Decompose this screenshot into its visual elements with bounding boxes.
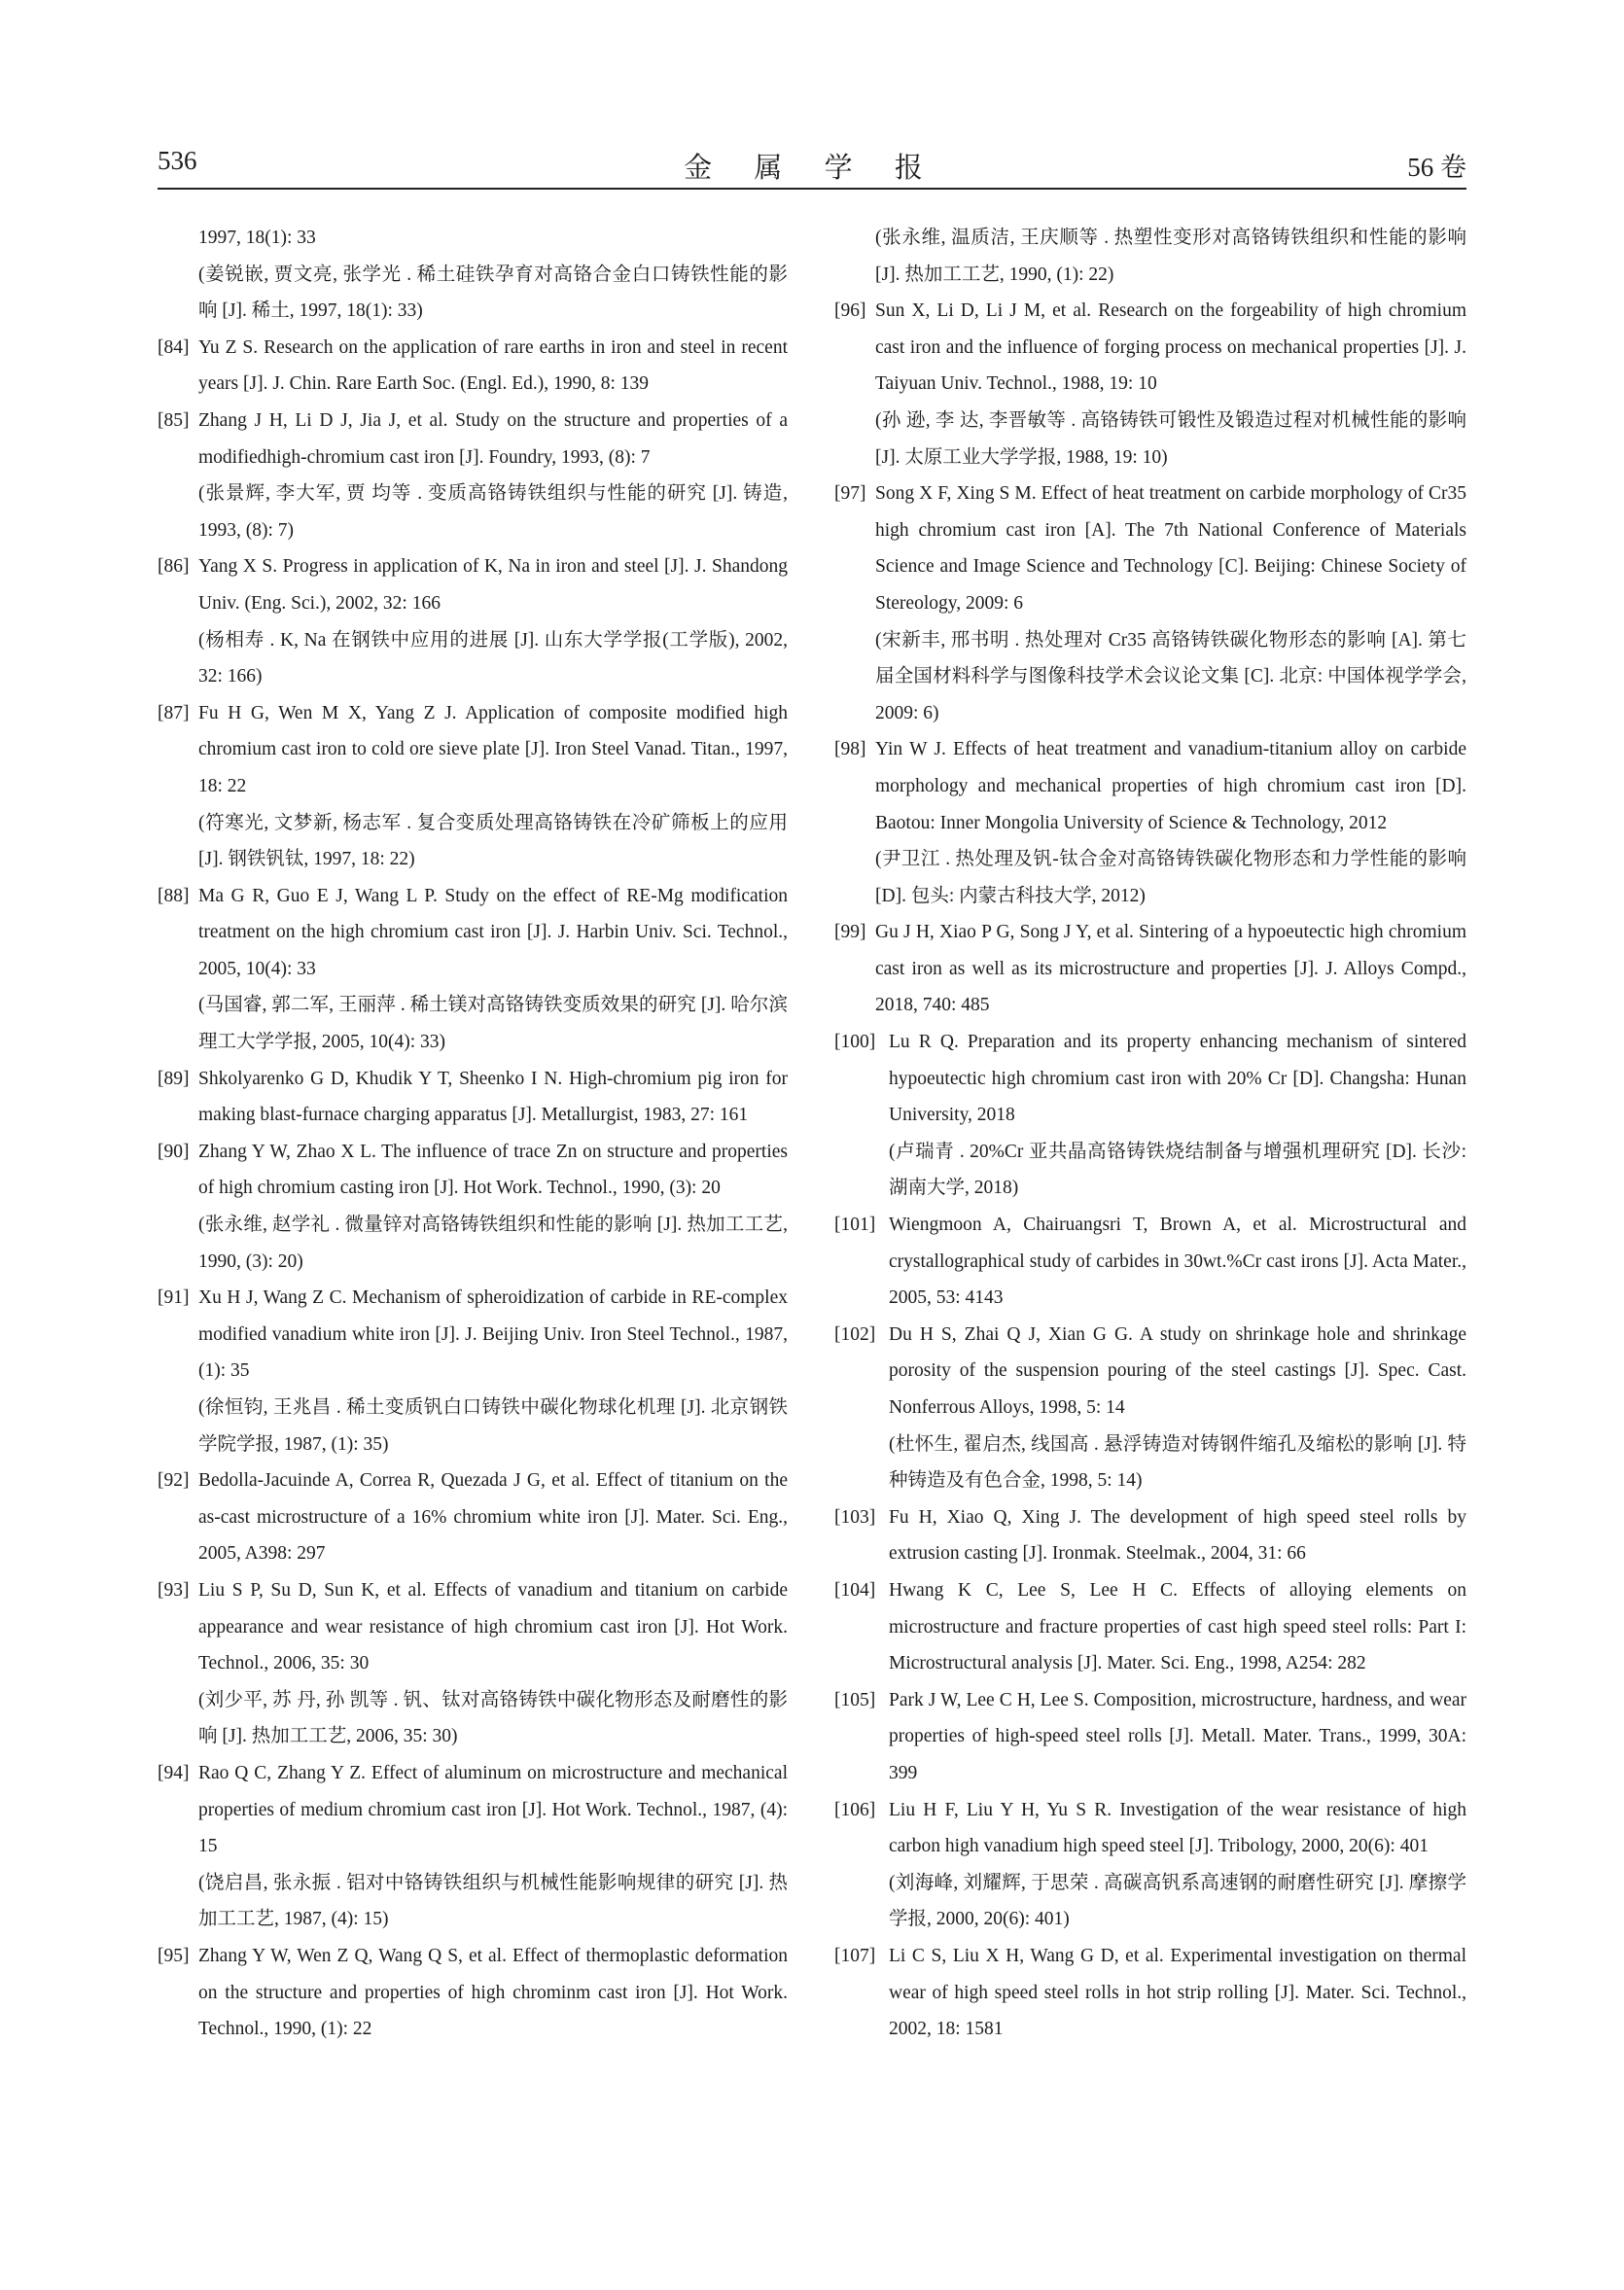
reference-number: [88] [158, 885, 190, 906]
reference-item [834, 914, 1466, 1024]
reference-item [158, 1462, 788, 1572]
reference-text: Yin W J. Effects of heat treatment and vanadium-titanium alloy on carbide morphology and mechanical properties of high chromium cast iron [D]. Baotou: Inner Mongolia University of Science & Technology, 2012 [875, 739, 1466, 833]
reference-text-chinese: (张永维, 温质洁, 王庆顺等 . 热塑性变形对高铬铸铁组织和性能的影响 [J]. 热加工工艺, 1990, (1): 22) [875, 228, 1466, 285]
reference-number: [94] [158, 1762, 190, 1783]
reference-text-chinese: (马国睿, 郭二军, 王丽萍 . 稀土镁对高铬铸铁变质效果的研究 [J]. 哈尔滨理工大学学报, 2005, 10(4): 33) [198, 995, 788, 1053]
reference-text-chinese: (徐恒钧, 王兆昌 . 稀土变质钒白口铸铁中碳化物球化机理 [J]. 北京钢铁学院学报, 1987, (1): 35) [198, 1397, 788, 1455]
reference-item [834, 731, 1466, 914]
reference-text: Song X F, Xing S M. Effect of heat treatment on carbide morphology of Cr35 high chromium cast iron [A]. The 7th National Conference of Materials Science and Image Science and Technology [C]. Beijing: Chinese Society of Stereology, 2009: 6 [875, 483, 1466, 614]
reference-text-chinese: (宋新丰, 邢书明 . 热处理对 Cr35 高铬铸铁碳化物形态的影响 [A]. 第七届全国材料科学与图像科技学术会议论文集 [C]. 北京: 中国体视学学会, 2009: 6) [875, 629, 1466, 723]
reference-number: [85] [158, 409, 190, 431]
reference-text: Shkolyarenko G D, Khudik Y T, Sheenko I N. High-chromium pig iron for making blast-furnace charging apparatus [J]. Metallurgist, 1983, 27: 161 [198, 1068, 788, 1126]
reference-item [834, 1938, 1466, 2048]
reference-item [158, 1938, 788, 2048]
reference-item [834, 1207, 1466, 1317]
reference-item [158, 330, 788, 403]
reference-text: Xu H J, Wang Z C. Mechanism of spheroidization of carbide in RE-complex modified vanadium white iron [J]. J. Beijing Univ. Iron Steel Technol., 1987, (1): 35 [198, 1287, 788, 1382]
reference-item [834, 476, 1466, 731]
reference-number: [100] [834, 1032, 876, 1053]
reference-number: [90] [158, 1141, 190, 1162]
reference-number: [87] [158, 702, 190, 723]
reference-text-chinese: (符寒光, 文梦新, 杨志军 . 复合变质处理高铬铸铁在冷矿筛板上的应用 [J]. 钢铁钒钛, 1997, 18: 22) [198, 812, 788, 870]
right-column [834, 220, 1466, 2048]
reference-number: [102] [834, 1323, 876, 1345]
reference-item [158, 403, 788, 548]
reference-number: [91] [158, 1287, 190, 1309]
reference-text: Yang X S. Progress in application of K, Na in iron and steel [J]. J. Shandong Univ. (Eng. Sci.), 2002, 32: 166 [198, 556, 788, 614]
reference-item [834, 1682, 1466, 1792]
reference-text: Lu R Q. Preparation and its property enhancing mechanism of sintered hypoeutectic high chromium cast iron with 20% Cr [D]. Changsha: Hunan University, 2018 [889, 1032, 1466, 1126]
reference-item [834, 1499, 1466, 1572]
reference-text: Fu H G, Wen M X, Yang Z J. Application of composite modified high chromium cast iron to cold ore sieve plate [J]. Iron Steel Vanad. Titan., 1997, 18: 22 [198, 702, 788, 796]
reference-text: Liu H F, Liu Y H, Yu S R. Investigation of the wear resistance of high carbon high vanadium high speed steel [J]. Tribology, 2000, 20(6): 401 [889, 1799, 1466, 1857]
reference-item [834, 1317, 1466, 1499]
reference-number: [95] [158, 1945, 190, 1966]
reference-text-chinese: (刘海峰, 刘耀辉, 于思荣 . 高碳高钒系高速钢的耐磨性研究 [J]. 摩擦学学报, 2000, 20(6): 401) [889, 1872, 1466, 1930]
reference-text: 1997, 18(1): 33 [198, 228, 316, 248]
journal-title: 金 属 学 报 [684, 153, 940, 184]
reference-item [158, 548, 788, 694]
reference-number: [84] [158, 336, 190, 358]
reference-item [834, 1024, 1466, 1207]
reference-text-chinese: (孙 逊, 李 达, 李晋敏等 . 高铬铸铁可锻性及锻造过程对机械性能的影响 [J]. 太原工业大学学报, 1988, 19: 10) [875, 409, 1466, 468]
reference-text: Yu Z S. Research on the application of rare earths in iron and steel in recent years [J]. J. Chin. Rare Earth Soc. (Engl. Ed.), 1990, 8: 139 [198, 336, 788, 395]
reference-number: [89] [158, 1068, 190, 1089]
reference-text: Zhang Y W, Wen Z Q, Wang Q S, et al. Effect of thermoplastic deformation on the structure and properties of high chrominm cast iron [J]. Hot Work. Technol., 1990, (1): 22 [198, 1945, 788, 2040]
reference-item [158, 1572, 788, 1755]
reference-text-chinese: (杨相寿 . K, Na 在钢铁中应用的进展 [J]. 山东大学学报(工学版), 2002, 32: 166) [198, 629, 788, 687]
reference-text-chinese: (张永维, 赵学礼 . 微量锌对高铬铸铁组织和性能的影响 [J]. 热加工工艺, 1990, (3): 20) [198, 1215, 788, 1272]
reference-text-chinese: (刘少平, 苏 丹, 孙 凯等 . 钒、钛对高铬铸铁中碳化物形态及耐磨性的影响 [J]. 热加工工艺, 2006, 35: 30) [198, 1689, 788, 1747]
reference-item [158, 220, 788, 330]
page-header [158, 146, 1466, 185]
reference-number: [106] [834, 1799, 876, 1820]
reference-item [158, 695, 788, 878]
reference-text: Hwang K C, Lee S, Lee H C. Effects of alloying elements on microstructure and fracture properties of cast high speed steel rolls: Part I: Microstructural analysis [J]. Mater. Sci. Eng., 1998, A254: 282 [889, 1579, 1466, 1674]
reference-number: [92] [158, 1470, 190, 1492]
reference-text: Gu J H, Xiao P G, Song J Y, et al. Sintering of a hypoeutectic high chromium cast iron as well as its microstructure and properties [J]. J. Alloys Compd., 2018, 740: 485 [875, 922, 1466, 1016]
reference-item [834, 1792, 1466, 1938]
reference-text: Zhang Y W, Zhao X L. The influence of trace Zn on structure and properties of high chromium casting iron [J]. Hot Work. Technol., 1990, (3): 20 [198, 1141, 788, 1199]
reference-text-chinese: (姜锐嵌, 贾文亮, 张学光 . 稀土硅铁孕育对高铬合金白口铸铁性能的影响 [J]. 稀土, 1997, 18(1): 33) [198, 264, 788, 322]
reference-number: [99] [834, 922, 866, 943]
reference-item [158, 1280, 788, 1462]
reference-item [834, 220, 1466, 293]
reference-number: [98] [834, 739, 866, 760]
reference-item [158, 1755, 788, 1938]
page-number: 536 [158, 146, 197, 175]
reference-number: [107] [834, 1945, 876, 1966]
reference-text: Wiengmoon A, Chairuangsri T, Brown A, et al. Microstructural and crystallographical study of carbides in 30wt.%Cr cast irons [J]. Acta Mater., 2005, 53: 4143 [889, 1215, 1466, 1309]
reference-number: [97] [834, 483, 866, 505]
reference-number: [101] [834, 1215, 876, 1236]
reference-text: Park J W, Lee C H, Lee S. Composition, microstructure, hardness, and wear properties of high-speed steel rolls [J]. Metall. Mater. Trans., 1999, 30A: 399 [889, 1689, 1466, 1783]
reference-text: Rao Q C, Zhang Y Z. Effect of aluminum on microstructure and mechanical properties of medium chromium cast iron [J]. Hot Work. Technol., 1987, (4): 15 [198, 1762, 788, 1857]
reference-text: Li C S, Liu X H, Wang G D, et al. Experimental investigation on thermal wear of high speed steel rolls in hot strip rolling [J]. Mater. Sci. Technol., 2002, 18: 1581 [889, 1945, 1466, 2040]
reference-text: Du H S, Zhai Q J, Xian G G. A study on shrinkage hole and shrinkage porosity of the suspension pouring of the steel castings [J]. Spec. Cast. Nonferrous Alloys, 1998, 5: 14 [889, 1323, 1466, 1418]
reference-number: [93] [158, 1579, 190, 1601]
reference-number: [103] [834, 1506, 876, 1528]
reference-number: [96] [834, 300, 866, 322]
reference-item [834, 1572, 1466, 1682]
reference-text-chinese: (张景辉, 李大军, 贾 均等 . 变质高铬铸铁组织与性能的研究 [J]. 铸造, 1993, (8): 7) [198, 483, 788, 541]
reference-text-chinese: (尹卫江 . 热处理及钒-钛合金对高铬铸铁碳化物形态和力学性能的影响 [D]. 包头: 内蒙古科技大学, 2012) [875, 849, 1466, 906]
reference-item [158, 1134, 788, 1280]
reference-text: Ma G R, Guo E J, Wang L P. Study on the effect of RE-Mg modification treatment on the high chromium cast iron [J]. J. Harbin Univ. Sci. Technol., 2005, 10(4): 33 [198, 885, 788, 979]
reference-text-chinese: (杜怀生, 翟启杰, 线国高 . 悬浮铸造对铸钢件缩孔及缩松的影响 [J]. 特种铸造及有色合金, 1998, 5: 14) [889, 1433, 1466, 1492]
header-divider [158, 188, 1466, 190]
reference-item [834, 293, 1466, 476]
reference-text-chinese: (饶启昌, 张永振 . 铝对中铬铸铁组织与机械性能影响规律的研究 [J]. 热加工工艺, 1987, (4): 15) [198, 1872, 788, 1930]
reference-number: [105] [834, 1689, 876, 1710]
reference-text: Liu S P, Su D, Sun K, et al. Effects of vanadium and titanium on carbide appearance and wear resistance of high chromium cast iron [J]. Hot Work. Technol., 2006, 35: 30 [198, 1579, 788, 1674]
reference-text: Sun X, Li D, Li J M, et al. Research on the forgeability of high chromium cast iron and the influence of forging process on mechanical properties [J]. J. Taiyuan Univ. Technol., 1988, 19: 10 [875, 300, 1466, 395]
reference-text: Bedolla-Jacuinde A, Correa R, Quezada J G, et al. Effect of titanium on the as-cast microstructure of a 16% chromium white iron [J]. Mater. Sci. Eng., 2005, A398: 297 [198, 1470, 788, 1565]
volume-label: 56 卷 [1407, 153, 1466, 182]
reference-text: Fu H, Xiao Q, Xing J. The development of high speed steel rolls by extrusion casting [J]. Ironmak. Steelmak., 2004, 31: 66 [889, 1506, 1466, 1565]
reference-text-chinese: (卢瑞青 . 20%Cr 亚共晶高铬铸铁烧结制备与增强机理研究 [D]. 长沙: 湖南大学, 2018) [889, 1141, 1466, 1199]
reference-item [158, 878, 788, 1061]
reference-item [158, 1061, 788, 1134]
reference-number: [86] [158, 556, 190, 578]
reference-number: [104] [834, 1579, 876, 1601]
reference-text: Zhang J H, Li D J, Jia J, et al. Study on the structure and properties of a modifiedhigh-chromium cast iron [J]. Foundry, 1993, (8): 7 [198, 409, 788, 468]
left-column [158, 220, 788, 2048]
